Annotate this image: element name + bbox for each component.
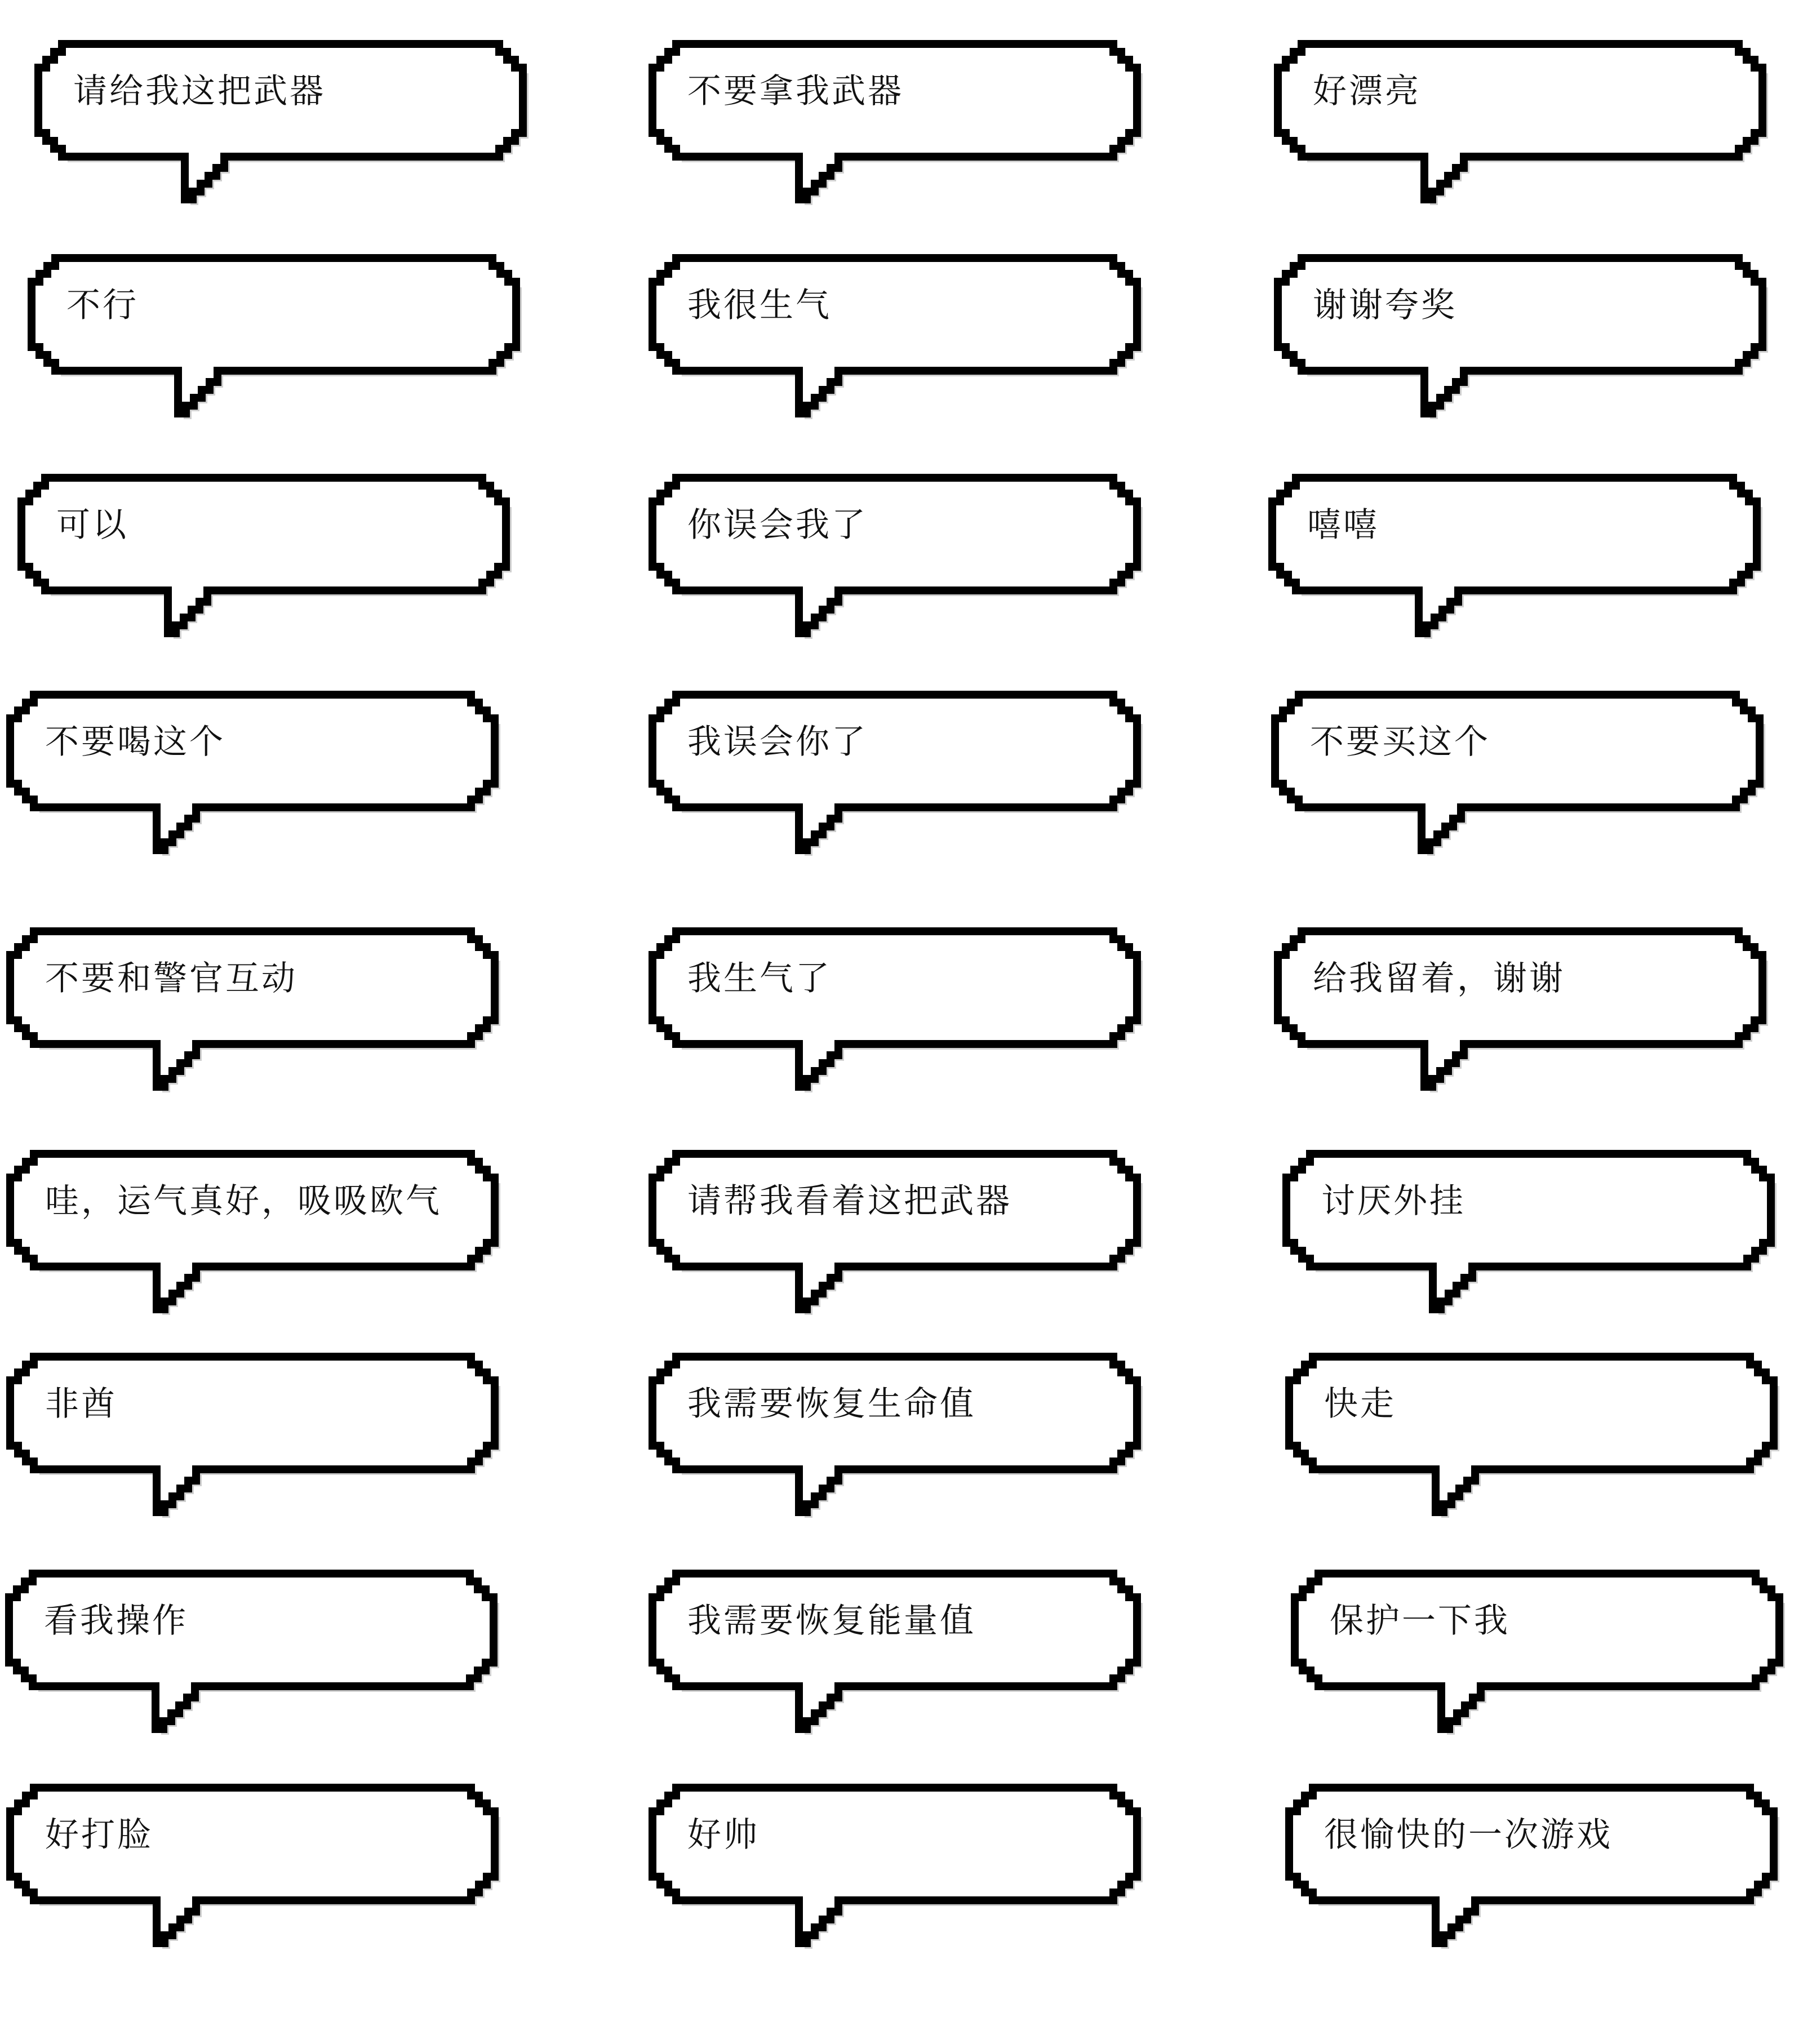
bubble-text: 非酋 xyxy=(45,1384,117,1424)
speech-bubble-shape xyxy=(648,254,1155,439)
speech-bubble xyxy=(648,927,1155,1113)
bubble-text: 给我留着，谢谢 xyxy=(1313,959,1565,998)
bubble-text: 请给我这把武器 xyxy=(73,72,326,111)
bubble-outline xyxy=(21,478,506,633)
bubble-text: 我很生气 xyxy=(687,286,832,325)
bubble-outline xyxy=(652,44,1137,199)
bubble-outline xyxy=(10,1788,495,1943)
bubble-text: 看我操作 xyxy=(44,1601,188,1641)
speech-bubble-shape xyxy=(1273,927,1780,1113)
speech-bubble xyxy=(1273,39,1780,225)
bubble-outline xyxy=(32,258,516,414)
speech-bubble-shape xyxy=(648,1569,1155,1755)
bubble-text: 我需要恢复能量值 xyxy=(687,1601,976,1641)
bubble-outline xyxy=(1278,258,1762,414)
bubble-outline xyxy=(10,931,495,1087)
bubble-outline xyxy=(652,1154,1137,1309)
bubble-text: 嘻嘻 xyxy=(1307,505,1379,545)
bubble-outline xyxy=(1278,44,1762,199)
bubble-outline xyxy=(652,1574,1137,1729)
bubble-outline xyxy=(1289,1357,1774,1512)
bubble-outline xyxy=(1272,478,1757,633)
speech-bubble-shape xyxy=(1282,1149,1789,1335)
bubble-outline xyxy=(1286,1154,1771,1309)
speech-bubble xyxy=(648,1352,1155,1538)
bubble-text: 请帮我看着这把武器 xyxy=(687,1181,1012,1221)
bubble-text: 我误会你了 xyxy=(687,722,868,762)
speech-bubble xyxy=(648,1569,1155,1755)
bubble-outline xyxy=(652,1357,1137,1512)
bubble-outline xyxy=(652,258,1137,414)
speech-bubble xyxy=(1290,1569,1797,1755)
bubble-outline xyxy=(10,695,495,850)
speech-bubble xyxy=(34,39,541,225)
bubble-text: 保护一下我 xyxy=(1330,1601,1510,1641)
bubble-text: 不要拿我武器 xyxy=(687,72,904,111)
speech-bubble xyxy=(648,473,1155,659)
speech-bubble xyxy=(5,1569,512,1755)
speech-bubble-shape xyxy=(648,690,1155,876)
speech-bubble xyxy=(1273,927,1780,1113)
bubble-text: 不要喝这个 xyxy=(45,722,225,762)
speech-bubble xyxy=(1271,690,1778,876)
bubble-text: 谢谢夸奖 xyxy=(1313,286,1457,325)
speech-bubble xyxy=(648,1783,1155,1969)
speech-bubble xyxy=(648,39,1155,225)
speech-bubble-shape xyxy=(5,1569,512,1755)
speech-bubble xyxy=(6,1783,513,1969)
speech-bubble-shape xyxy=(6,1149,513,1335)
bubble-outline xyxy=(652,478,1137,633)
speech-bubble-shape xyxy=(1271,690,1778,876)
speech-bubble-shape xyxy=(648,1352,1155,1538)
speech-bubble xyxy=(1273,254,1780,439)
speech-bubble-shape xyxy=(27,254,534,439)
bubble-text: 不要和警官互动 xyxy=(45,959,297,998)
bubble-text: 可以 xyxy=(56,505,128,545)
speech-bubble xyxy=(1268,473,1775,659)
speech-bubble-shape xyxy=(6,1783,513,1969)
bubble-outline xyxy=(38,44,523,199)
speech-bubble-shape xyxy=(648,39,1155,225)
bubble-outline xyxy=(652,1788,1137,1943)
bubble-outline xyxy=(1289,1788,1774,1943)
speech-bubble xyxy=(6,690,513,876)
speech-bubble xyxy=(648,254,1155,439)
bubble-outline xyxy=(10,1154,495,1309)
bubble-text: 不要买这个 xyxy=(1310,722,1490,762)
speech-bubble-shape xyxy=(6,1352,513,1538)
speech-bubble-shape xyxy=(1290,1569,1797,1755)
speech-bubble xyxy=(17,473,524,659)
speech-bubble-shape xyxy=(1273,254,1780,439)
bubble-text: 快走 xyxy=(1324,1384,1396,1424)
speech-bubble-shape xyxy=(1285,1352,1792,1538)
bubble-outline xyxy=(1275,695,1760,850)
speech-bubble-shape xyxy=(6,690,513,876)
bubble-text: 好帅 xyxy=(687,1815,760,1855)
speech-bubble xyxy=(6,927,513,1113)
bubble-text: 好打脸 xyxy=(45,1815,153,1855)
bubble-outline xyxy=(9,1574,494,1729)
speech-bubble-shape xyxy=(1273,39,1780,225)
bubble-outline xyxy=(652,931,1137,1087)
bubble-outline xyxy=(652,695,1137,850)
speech-bubble xyxy=(648,1149,1155,1335)
speech-bubble xyxy=(648,690,1155,876)
speech-bubble xyxy=(6,1352,513,1538)
bubble-text: 我生气了 xyxy=(687,959,832,998)
speech-bubble xyxy=(27,254,534,439)
bubble-outline xyxy=(10,1357,495,1512)
speech-bubble xyxy=(1285,1783,1792,1969)
bubble-text: 好漂亮 xyxy=(1313,72,1421,111)
speech-bubble xyxy=(1285,1352,1792,1538)
bubble-text: 哇，运气真好，吸吸欧气 xyxy=(45,1181,442,1221)
speech-bubble xyxy=(6,1149,513,1335)
speech-bubble-shape xyxy=(1285,1783,1792,1969)
speech-bubble-shape xyxy=(34,39,541,225)
speech-bubble-shape xyxy=(1268,473,1775,659)
bubble-text: 你误会我了 xyxy=(687,505,868,545)
bubble-outline xyxy=(1278,931,1762,1087)
speech-bubble-shape xyxy=(17,473,524,659)
bubble-text: 我需要恢复生命值 xyxy=(687,1384,976,1424)
bubble-outline xyxy=(1295,1574,1779,1729)
speech-bubble-shape xyxy=(648,1783,1155,1969)
bubble-text: 不行 xyxy=(66,286,139,325)
bubble-text: 讨厌外挂 xyxy=(1321,1181,1466,1221)
speech-bubble-shape xyxy=(648,1149,1155,1335)
bubble-text: 很愉快的一次游戏 xyxy=(1324,1815,1613,1855)
speech-bubble-shape xyxy=(6,927,513,1113)
speech-bubble-shape xyxy=(648,473,1155,659)
speech-bubble-shape xyxy=(648,927,1155,1113)
speech-bubble xyxy=(1282,1149,1789,1335)
